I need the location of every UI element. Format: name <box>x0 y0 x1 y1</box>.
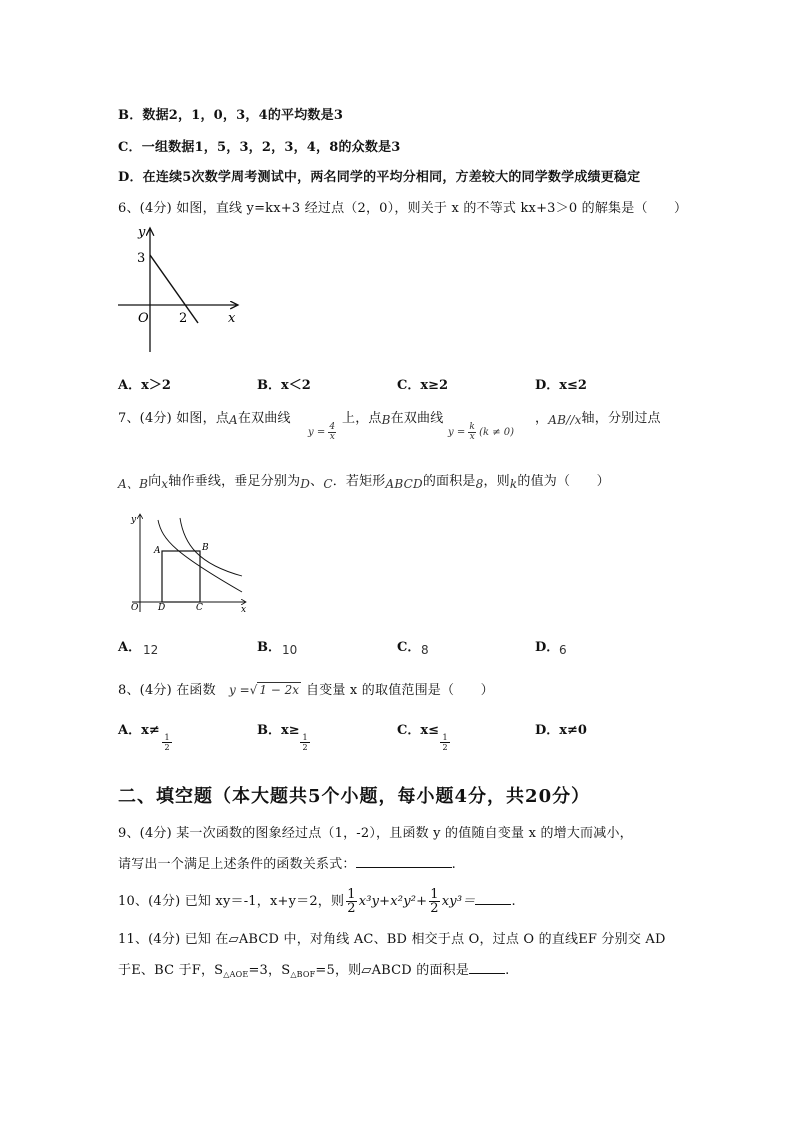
question-9-line2: 请写出一个满足上述条件的函数关系式： . <box>118 857 456 872</box>
q9-answer-blank[interactable] <box>356 855 452 868</box>
question-11-line1: 11、(4分) 已知 在▱ABCD 中，对角线 AC、BD 相交于点 O，过点 O 的直线EF 分别交 AD <box>118 932 666 947</box>
q8-option-a: A．x≠ <box>118 723 160 738</box>
question-9-line1: 9、(4分) 某一次函数的图象经过点（1，-2），且函数 y 的值随自变量 x 的增大而减小， <box>118 826 633 841</box>
q6-line <box>150 255 198 323</box>
q6-option-d: D．x≤2 <box>535 378 587 393</box>
q7-point-a-label: A <box>154 546 161 556</box>
q7-option-b: B． <box>257 640 281 655</box>
q6-x-intercept-label: 2 <box>179 311 188 326</box>
q7-curve-k <box>180 518 242 576</box>
option-c: C．一组数据1，5，3，2，3，4，8的众数是3 <box>118 140 401 155</box>
q7-point-b-label: B <box>202 543 209 553</box>
q8-option-d: D．x≠0 <box>535 723 587 738</box>
q6-option-c: C．x≥2 <box>397 378 449 393</box>
q7-point-c-label: C <box>196 603 203 613</box>
q8-option-c-frac: $\frac{1}{2}$ <box>440 733 450 752</box>
q6-origin-label: O <box>138 311 149 326</box>
q7-point-d-label: D <box>158 603 166 613</box>
q6-figure <box>112 222 247 357</box>
q7-option-a-value: 12 <box>143 643 159 657</box>
q6-y-label: y <box>138 225 146 240</box>
q8-option-b: B．x≥ <box>257 723 300 738</box>
q10-frac-2: $\frac{1}{2}$ <box>430 887 439 916</box>
q7-figure <box>118 510 253 615</box>
question-7-stem-line1c: ，AB//x轴，分别过点 <box>535 411 661 427</box>
option-d: D．在连续5次数学周考测试中，两名同学的平均分相同，方差较大的同学数学成绩更稳定 <box>118 170 641 185</box>
q8-option-a-frac: $\frac{1}{2}$ <box>162 733 172 752</box>
q6-option-b: B．x＜2 <box>257 378 311 393</box>
question-7-stem-line1b: 上，点B在双曲线 <box>342 411 444 427</box>
q7-rectangle <box>162 551 200 602</box>
question-10: 10、(4分) 已知 xy＝-1，x+y＝2，则 $\frac{1}{2} x^3y+x^2y^2+$ $\frac{1}{2} xy^3=$ . <box>118 887 516 916</box>
q7-option-d: D． <box>535 640 560 655</box>
q7-curve1: y = $\frac{4}{x}$ <box>308 422 336 442</box>
q7-x-label: x <box>241 605 247 615</box>
q10-frac-1: $\frac{1}{2}$ <box>347 887 356 916</box>
section-2-title: 二、填空题（本大题共5个小题，每小题4分，共20分） <box>118 786 591 807</box>
q11-answer-blank[interactable] <box>469 961 505 974</box>
question-8-stem-a: 8、(4分) 在函数 <box>118 683 216 698</box>
q7-y-label: y <box>131 515 137 525</box>
q6-x-label: x <box>228 311 236 326</box>
option-b: B．数据2，1，0，3，4的平均数是3 <box>118 108 344 123</box>
question-8-stem-b: 自变量 x 的取值范围是（ ） <box>306 683 494 698</box>
question-11-line2: 于E、BC 于F，$S_{\triangle AOE}=3$，$S_{\triangle BOF}=5$，则▱ABCD 的面积是 . <box>118 963 510 979</box>
q7-option-c-value: 8 <box>421 643 429 657</box>
question-7-stem-line1: 7、(4分) 如图，点A在双曲线 <box>118 411 291 427</box>
q7-option-a: A． <box>118 640 142 655</box>
q7-option-c: C． <box>397 640 421 655</box>
question-6-stem: 6、(4分) 如图，直线 y=kx+3 经过点（2，0），则关于 x 的不等式 kx+3＞0 的解集是（ ） <box>118 201 688 216</box>
question-7-stem-line2: A、B向x轴作垂线，垂足分别为D、C．若矩形ABCD的面积是8，则k的值为（ ） <box>118 474 610 491</box>
q6-y-intercept-label: 3 <box>137 251 146 266</box>
q8-option-c: C．x≤ <box>397 723 439 738</box>
q7-option-d-value: 6 <box>559 643 567 657</box>
q8-option-b-frac: $\frac{1}{2}$ <box>300 733 310 752</box>
q7-origin-label: O <box>131 603 139 613</box>
q7-curve2: y = $\frac{k}{x} (k \ne 0)$ <box>448 422 515 442</box>
q6-option-a: A．x＞2 <box>118 378 171 393</box>
q7-option-b-value: 10 <box>282 643 298 657</box>
q8-function: y =√ 1 − 2x <box>229 683 300 697</box>
q10-answer-blank[interactable] <box>475 892 511 905</box>
